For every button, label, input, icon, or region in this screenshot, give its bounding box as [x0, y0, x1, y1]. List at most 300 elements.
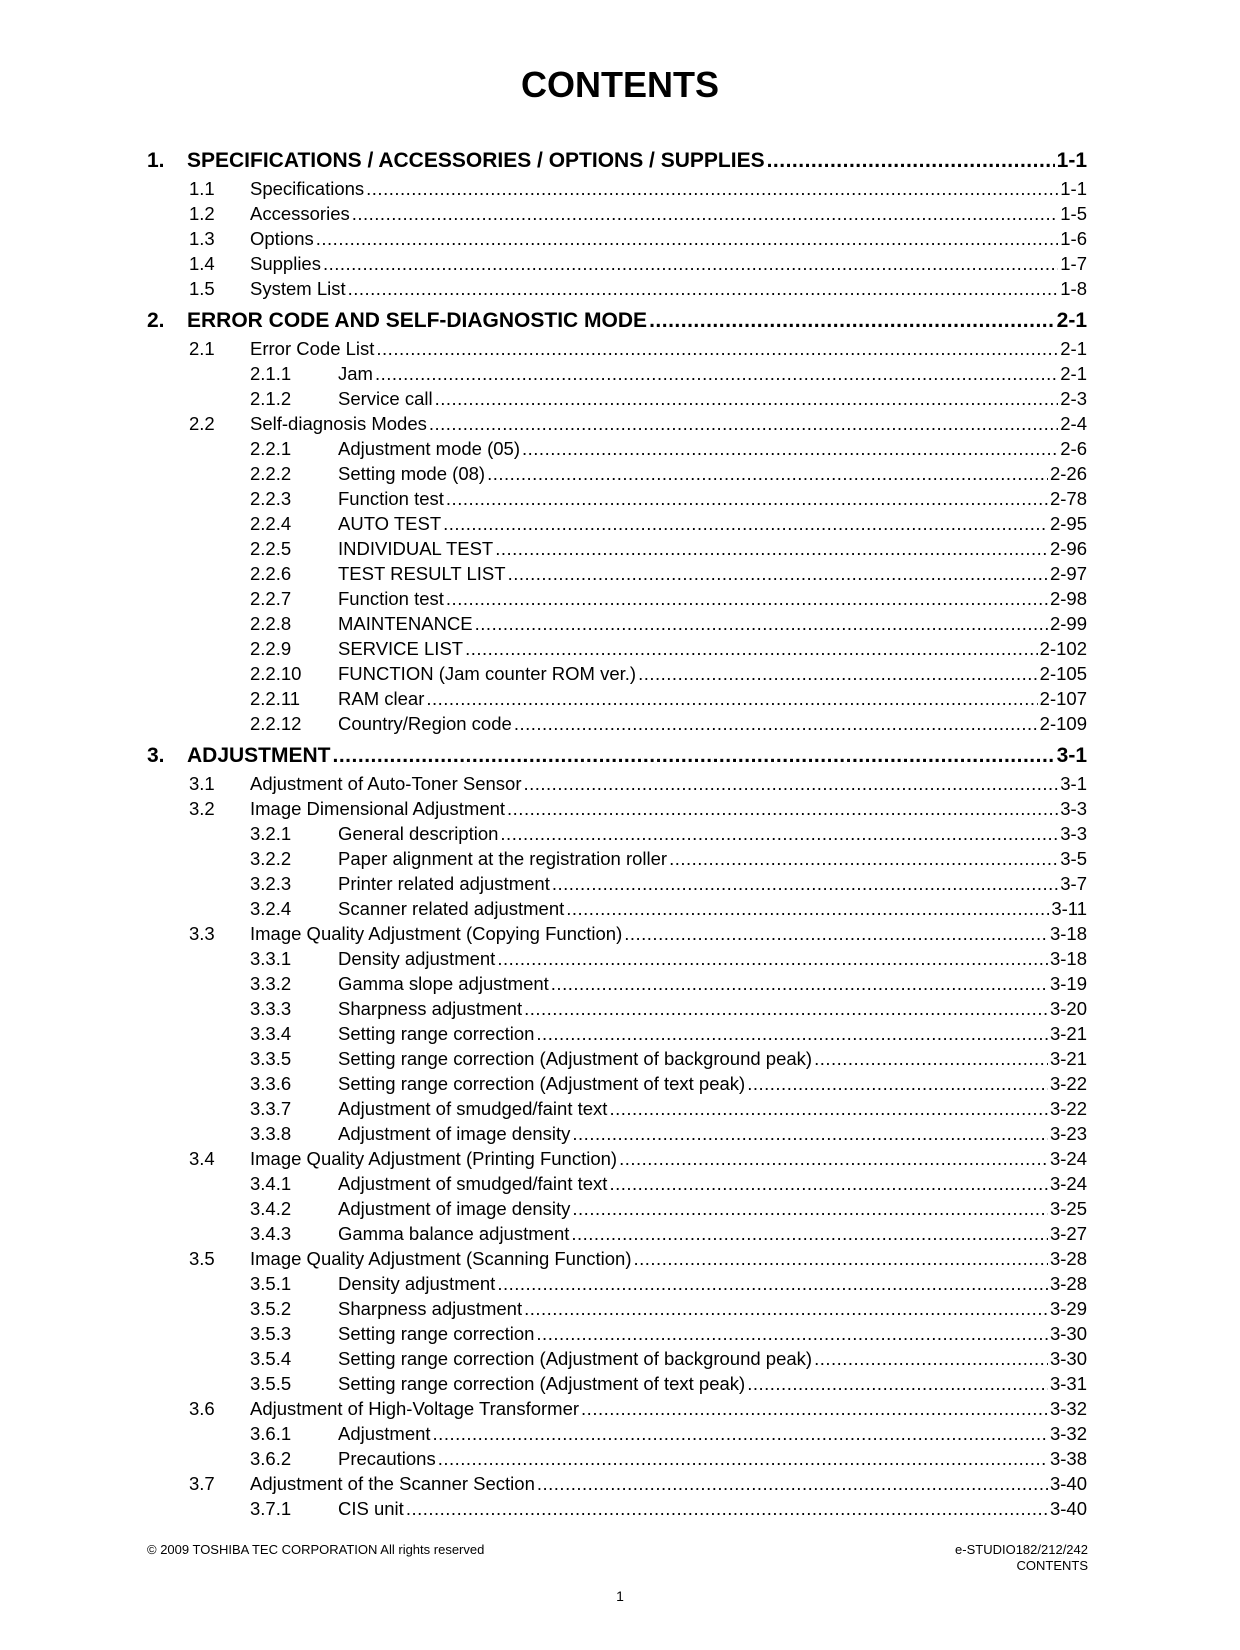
toc-entry-page: 3-28 [1049, 1248, 1087, 1269]
toc-entry-number: 3.3.2 [250, 973, 292, 994]
toc-entry-number: 3.2.3 [250, 873, 292, 894]
toc-entry-page: 3-29 [1049, 1298, 1087, 1319]
toc-entry-line [250, 771, 1087, 796]
toc-entry-page: 1-8 [1060, 278, 1087, 299]
toc-entry-line [338, 461, 1087, 486]
toc-entry-page: 3-3 [1060, 798, 1087, 819]
dot-leader [747, 1371, 1048, 1396]
toc-entry[interactable] [147, 971, 1087, 996]
toc-entry-title: Options [250, 228, 314, 249]
toc-entry-line [338, 586, 1087, 611]
toc-entry-line [250, 411, 1087, 436]
toc-entry-title: Image Dimensional Adjustment [250, 798, 506, 819]
toc-entry-line [250, 336, 1087, 361]
toc-entry[interactable] [147, 946, 1087, 971]
toc-entry-number: 2.2.11 [250, 688, 301, 709]
toc-entry-page: 3-24 [1049, 1148, 1087, 1169]
toc-entry[interactable] [147, 1121, 1087, 1146]
dot-leader [814, 1346, 1048, 1371]
toc-entry-title: Setting range correction (Adjustment of text peak) [338, 1073, 746, 1094]
dot-leader [323, 251, 1058, 276]
toc-entry-title: General description [338, 823, 499, 844]
dot-leader [497, 1271, 1048, 1296]
dot-leader [552, 871, 1058, 896]
toc-entry-number: 2.1.1 [250, 363, 292, 384]
toc-entry[interactable] [147, 176, 1087, 201]
toc-entry-line [338, 1021, 1087, 1046]
toc-entry-line [338, 1171, 1087, 1196]
dot-leader [571, 1221, 1048, 1246]
toc-entry-title: AUTO TEST [338, 513, 442, 534]
toc-entry-title: Adjustment of smudged/faint text [338, 1098, 608, 1119]
toc-entry-number: 2.2.8 [250, 613, 292, 634]
toc-entry[interactable] [147, 1371, 1087, 1396]
dot-leader [537, 1471, 1048, 1496]
toc-entry-line [338, 1121, 1087, 1146]
dot-leader [572, 1196, 1048, 1221]
toc-entry-number: 2.2.9 [250, 638, 292, 659]
toc-entry-number: 3.7 [189, 1473, 215, 1494]
toc-chapter-entry[interactable] [147, 146, 1087, 176]
toc-entry-line [338, 386, 1087, 411]
toc-entry-title: Setting range correction [338, 1323, 535, 1344]
toc-entry-page: 3-32 [1049, 1398, 1087, 1419]
toc-entry-number: 3.6.1 [250, 1423, 292, 1444]
dot-leader [406, 1496, 1048, 1521]
footer-copyright: © 2009 TOSHIBA TEC CORPORATION All rights reserved [147, 1542, 485, 1557]
toc-entry-title: Paper alignment at the registration roller [338, 848, 668, 869]
toc-entry-number: 2.2.3 [250, 488, 292, 509]
toc-entry[interactable] [147, 1096, 1087, 1121]
dot-leader [551, 971, 1048, 996]
toc-entry-line [338, 1196, 1087, 1221]
dot-leader [426, 686, 1037, 711]
dot-leader [433, 1421, 1048, 1446]
toc-entry[interactable] [147, 586, 1087, 611]
toc-entry-number: 3.6 [189, 1398, 215, 1419]
dot-leader [649, 306, 1055, 336]
dot-leader [514, 711, 1038, 736]
toc-entry-title: Country/Region code [338, 713, 512, 734]
toc-entry-number: 2.2 [189, 413, 215, 434]
toc-entry-line [250, 226, 1087, 251]
footer-model: e-STUDIO182/212/242 [955, 1542, 1088, 1557]
toc-entry[interactable] [147, 1171, 1087, 1196]
toc-entry[interactable] [147, 201, 1087, 226]
toc-entry-title: TEST RESULT LIST [338, 563, 506, 584]
toc-entry-title: Adjustment of the Scanner Section [250, 1473, 535, 1494]
dot-leader [609, 1171, 1048, 1196]
dot-leader [634, 1246, 1048, 1271]
toc-entry-number: 2.2.5 [250, 538, 292, 559]
toc-entry-title: Service call [338, 388, 433, 409]
dot-leader [566, 896, 1049, 921]
toc-entry-line [250, 201, 1087, 226]
toc-entry-page: 2-102 [1039, 638, 1087, 659]
toc-entry-title: ADJUSTMENT [187, 744, 331, 767]
dot-leader [348, 276, 1059, 301]
toc-entry-page: 2-6 [1060, 438, 1087, 459]
toc-entry[interactable] [147, 661, 1087, 686]
toc-entry-title: Function test [338, 488, 444, 509]
toc-entry-title: Error Code List [250, 338, 375, 359]
toc-entry-line [338, 511, 1087, 536]
dot-leader [507, 796, 1058, 821]
toc-entry-title: Setting range correction [338, 1023, 535, 1044]
footer-model-block [955, 1542, 1088, 1574]
toc-entry-line [338, 1096, 1087, 1121]
toc-entry-title: Sharpness adjustment [338, 1298, 523, 1319]
toc-entry-page: 3-21 [1049, 1023, 1087, 1044]
toc-entry[interactable] [147, 336, 1087, 361]
dot-leader [446, 586, 1048, 611]
toc-entry-line [338, 1421, 1087, 1446]
toc-entry-title: Setting range correction (Adjustment of text peak) [338, 1373, 746, 1394]
toc-entry-page: 3-23 [1049, 1123, 1087, 1144]
toc-entry-title: Image Quality Adjustment (Scanning Function) [250, 1248, 632, 1269]
dot-leader [500, 821, 1058, 846]
toc-entry-number: 2.1 [189, 338, 215, 359]
dot-leader [316, 226, 1058, 251]
toc-entry-number: 2.2.4 [250, 513, 292, 534]
toc-entry-page: 2-99 [1049, 613, 1087, 634]
dot-leader [475, 611, 1048, 636]
toc-entry[interactable] [147, 1271, 1087, 1296]
toc-entry-page: 3-7 [1060, 873, 1087, 894]
toc-entry[interactable] [147, 1471, 1087, 1496]
toc-entry[interactable] [147, 1046, 1087, 1071]
toc-entry[interactable] [147, 636, 1087, 661]
toc-entry[interactable] [147, 1396, 1087, 1421]
toc-entry-title: Adjustment [338, 1423, 431, 1444]
toc-entry-title: Printer related adjustment [338, 873, 550, 894]
toc-entry-number: 3.4.3 [250, 1223, 292, 1244]
dot-leader [465, 636, 1038, 661]
toc-entry[interactable] [147, 846, 1087, 871]
dot-leader [524, 996, 1048, 1021]
dot-leader [497, 946, 1048, 971]
dot-leader [624, 921, 1048, 946]
toc-entry-number: 3.5.3 [250, 1323, 292, 1344]
toc-entry-title: Accessories [250, 203, 350, 224]
dot-leader [435, 386, 1059, 411]
toc-entry-number: 2.2.10 [250, 663, 302, 684]
toc-entry[interactable] [147, 251, 1087, 276]
toc-entry-line [338, 611, 1087, 636]
toc-entry[interactable] [147, 1196, 1087, 1221]
toc-entry-page: 3-31 [1049, 1373, 1087, 1394]
toc-entry[interactable] [147, 386, 1087, 411]
toc-entry-line [338, 686, 1087, 711]
toc-entry-page: 3-21 [1049, 1048, 1087, 1069]
toc-entry[interactable] [147, 1071, 1087, 1096]
toc-entry-page: 2-3 [1060, 388, 1087, 409]
toc-entry-title: Adjustment of image density [338, 1123, 571, 1144]
toc-entry[interactable] [147, 611, 1087, 636]
toc-entry[interactable] [147, 1021, 1087, 1046]
toc-entry-title: SERVICE LIST [338, 638, 464, 659]
dot-leader [366, 176, 1058, 201]
toc-entry[interactable] [147, 1446, 1087, 1471]
dot-leader [333, 741, 1055, 771]
toc-entry-title: SPECIFICATIONS / ACCESSORIES / OPTIONS / SUPPLIES [187, 149, 765, 172]
dot-leader [352, 201, 1059, 226]
toc-entry-page: 3-19 [1049, 973, 1087, 994]
toc-entry-number: 3.1 [189, 773, 215, 794]
toc-entry-page: 2-109 [1039, 713, 1087, 734]
toc-entry-page: 3-27 [1049, 1223, 1087, 1244]
toc-entry-page: 2-95 [1049, 513, 1087, 534]
toc-entry-page: 3-5 [1060, 848, 1087, 869]
toc-entry-line [187, 146, 1087, 176]
toc-entry-line [338, 946, 1087, 971]
toc-entry-page: 3-40 [1049, 1473, 1087, 1494]
toc-chapter-entry[interactable] [147, 306, 1087, 336]
toc-entry-number: 1.1 [189, 178, 215, 199]
toc-entry-title: System List [250, 278, 346, 299]
dot-leader [522, 436, 1058, 461]
dot-leader [814, 1046, 1048, 1071]
toc-entry-line [338, 636, 1087, 661]
toc-entry-number: 3.3.6 [250, 1073, 292, 1094]
toc-entry-line [338, 821, 1087, 846]
footer-section: CONTENTS [1016, 1558, 1088, 1573]
toc-entry-number: 1.3 [189, 228, 215, 249]
toc-entry-title: INDIVIDUAL TEST [338, 538, 494, 559]
toc-entry-line [338, 1496, 1087, 1521]
toc-entry-page: 1-6 [1060, 228, 1087, 249]
dot-leader [669, 846, 1058, 871]
toc-entry-number: 3.3.5 [250, 1048, 292, 1069]
toc-entry[interactable] [147, 461, 1087, 486]
toc-entry-page: 2-107 [1039, 688, 1087, 709]
toc-entry-page: 1-5 [1060, 203, 1087, 224]
toc-entry-title: MAINTENANCE [338, 613, 473, 634]
toc-entry[interactable] [147, 996, 1087, 1021]
toc-entry-page: 3-20 [1049, 998, 1087, 1019]
toc-entry-title: FUNCTION (Jam counter ROM ver.) [338, 663, 637, 684]
toc-entry[interactable] [147, 1221, 1087, 1246]
dot-leader [747, 1071, 1048, 1096]
dot-leader [523, 771, 1058, 796]
toc-entry-number: 1.5 [189, 278, 215, 299]
toc-entry-number: 3. [147, 744, 165, 767]
toc-entry-line [338, 1371, 1087, 1396]
toc-entry[interactable] [147, 711, 1087, 736]
toc-entry-line [338, 536, 1087, 561]
toc-entry-line [338, 1321, 1087, 1346]
toc-entry-line [338, 1346, 1087, 1371]
toc-entry-title: Gamma balance adjustment [338, 1223, 570, 1244]
toc-entry-number: 2.1.2 [250, 388, 292, 409]
toc-entry-line [338, 1271, 1087, 1296]
toc-entry-page: 3-32 [1049, 1423, 1087, 1444]
toc-entry-line [338, 996, 1087, 1021]
toc-entry[interactable] [147, 1246, 1087, 1271]
dot-leader [572, 1121, 1048, 1146]
toc-entry[interactable] [147, 771, 1087, 796]
toc-entry[interactable] [147, 1496, 1087, 1521]
toc-entry-title: Adjustment of High-Voltage Transformer [250, 1398, 580, 1419]
dot-leader [375, 361, 1058, 386]
toc-entry-line [250, 796, 1087, 821]
toc-entry-page: 3-18 [1049, 948, 1087, 969]
toc-entry-title: Precautions [338, 1448, 436, 1469]
toc-entry-page: 3-11 [1051, 898, 1087, 919]
toc-entry[interactable] [147, 1296, 1087, 1321]
toc-entry-line [250, 921, 1087, 946]
toc-entry[interactable] [147, 796, 1087, 821]
toc-entry[interactable] [147, 1321, 1087, 1346]
dot-leader [487, 461, 1048, 486]
toc-entry-line [338, 971, 1087, 996]
toc-entry[interactable] [147, 511, 1087, 536]
toc-entry-title: Density adjustment [338, 948, 496, 969]
toc-entry-title: Jam [338, 363, 373, 384]
toc-entry-page: 3-30 [1049, 1348, 1087, 1369]
toc-entry-number: 1.2 [189, 203, 215, 224]
toc-entry-number: 3.2.1 [250, 823, 292, 844]
toc-entry-line [338, 1046, 1087, 1071]
toc-entry-page: 2-105 [1039, 663, 1087, 684]
table-of-contents [147, 146, 1087, 1521]
toc-entry-title: CIS unit [338, 1498, 404, 1519]
toc-entry-line [338, 1446, 1087, 1471]
toc-entry-line [338, 711, 1087, 736]
toc-entry-page: 2-97 [1049, 563, 1087, 584]
toc-entry-page: 2-1 [1056, 309, 1087, 332]
toc-entry-page: 2-26 [1049, 463, 1087, 484]
toc-entry-line [338, 361, 1087, 386]
toc-entry[interactable] [147, 871, 1087, 896]
toc-entry-title: Setting range correction (Adjustment of background peak) [338, 1348, 813, 1369]
dot-leader [581, 1396, 1048, 1421]
toc-chapter-entry[interactable] [147, 741, 1087, 771]
toc-entry[interactable] [147, 821, 1087, 846]
toc-entry-page: 2-78 [1049, 488, 1087, 509]
toc-entry-page: 3-30 [1049, 1323, 1087, 1344]
toc-entry-page: 2-98 [1049, 588, 1087, 609]
toc-entry-number: 2.2.7 [250, 588, 292, 609]
toc-entry[interactable] [147, 486, 1087, 511]
toc-entry-number: 3.5.4 [250, 1348, 292, 1369]
dot-leader [536, 1021, 1048, 1046]
toc-entry-title: Supplies [250, 253, 321, 274]
toc-entry-number: 2.2.6 [250, 563, 292, 584]
toc-entry-title: Image Quality Adjustment (Copying Function) [250, 923, 623, 944]
toc-entry[interactable] [147, 536, 1087, 561]
toc-entry[interactable] [147, 276, 1087, 301]
toc-entry-number: 3.3.3 [250, 998, 292, 1019]
dot-leader [446, 486, 1048, 511]
dot-leader [609, 1096, 1048, 1121]
toc-entry-line [250, 1471, 1087, 1496]
toc-entry-number: 2. [147, 309, 165, 332]
toc-entry-line [338, 1296, 1087, 1321]
toc-entry-line [338, 486, 1087, 511]
toc-entry-title: Image Quality Adjustment (Printing Function) [250, 1148, 618, 1169]
toc-entry-title: Adjustment of Auto-Toner Sensor [250, 773, 522, 794]
dot-leader [495, 536, 1048, 561]
toc-entry-number: 3.5 [189, 1248, 215, 1269]
toc-entry[interactable] [147, 896, 1087, 921]
toc-entry[interactable] [147, 1146, 1087, 1171]
toc-entry-number: 1. [147, 149, 165, 172]
toc-entry-page: 1-7 [1060, 253, 1087, 274]
toc-entry-page: 3-40 [1049, 1498, 1087, 1519]
dot-leader [638, 661, 1038, 686]
toc-entry[interactable] [147, 921, 1087, 946]
toc-entry-title: Adjustment of image density [338, 1198, 571, 1219]
toc-entry-number: 3.3 [189, 923, 215, 944]
toc-entry[interactable] [147, 561, 1087, 586]
toc-entry-number: 3.5.1 [250, 1273, 292, 1294]
toc-entry-number: 3.2 [189, 798, 215, 819]
toc-entry-number: 3.3.8 [250, 1123, 292, 1144]
toc-entry-title: Density adjustment [338, 1273, 496, 1294]
toc-entry-page: 1-1 [1056, 149, 1087, 172]
toc-entry-page: 2-1 [1060, 363, 1087, 384]
toc-entry-page: 3-28 [1049, 1273, 1087, 1294]
toc-entry-number: 3.4 [189, 1148, 215, 1169]
dot-leader [443, 511, 1048, 536]
dot-leader [536, 1321, 1048, 1346]
toc-entry-line [338, 846, 1087, 871]
toc-entry-line [187, 306, 1087, 336]
toc-entry-number: 3.7.1 [250, 1498, 292, 1519]
toc-entry-number: 2.2.12 [250, 713, 302, 734]
toc-entry-number: 3.6.2 [250, 1448, 292, 1469]
dot-leader [508, 561, 1048, 586]
toc-entry-line [338, 561, 1087, 586]
toc-entry[interactable] [147, 361, 1087, 386]
toc-entry[interactable] [147, 411, 1087, 436]
toc-entry-number: 3.2.4 [250, 898, 292, 919]
toc-entry-title: Sharpness adjustment [338, 998, 523, 1019]
page-title: CONTENTS [521, 64, 719, 105]
dot-leader [524, 1296, 1048, 1321]
toc-entry-page: 3-38 [1049, 1448, 1087, 1469]
toc-entry[interactable] [147, 1421, 1087, 1446]
toc-entry-line [338, 871, 1087, 896]
toc-entry[interactable] [147, 226, 1087, 251]
toc-entry-title: Adjustment of smudged/faint text [338, 1173, 608, 1194]
toc-entry-page: 2-1 [1060, 338, 1087, 359]
toc-entry-title: Gamma slope adjustment [338, 973, 549, 994]
dot-leader [438, 1446, 1048, 1471]
toc-entry-line [338, 661, 1087, 686]
toc-entry-line [338, 1071, 1087, 1096]
toc-entry-number: 3.5.5 [250, 1373, 292, 1394]
toc-entry[interactable] [147, 1346, 1087, 1371]
toc-entry-title: Setting mode (08) [338, 463, 486, 484]
toc-entry-line [338, 896, 1087, 921]
toc-entry-line [338, 1221, 1087, 1246]
toc-entry-title: Adjustment mode (05) [338, 438, 521, 459]
toc-entry-line [250, 1146, 1087, 1171]
toc-entry[interactable] [147, 436, 1087, 461]
toc-entry-line [250, 276, 1087, 301]
toc-entry-number: 3.3.1 [250, 948, 292, 969]
toc-entry-number: 3.4.1 [250, 1173, 292, 1194]
toc-entry-line [338, 436, 1087, 461]
toc-entry[interactable] [147, 686, 1087, 711]
toc-entry-page: 2-96 [1049, 538, 1087, 559]
toc-entry-number: 2.2.1 [250, 438, 292, 459]
toc-entry-number: 3.2.2 [250, 848, 292, 869]
toc-entry-title: Specifications [250, 178, 365, 199]
toc-entry-line [250, 251, 1087, 276]
